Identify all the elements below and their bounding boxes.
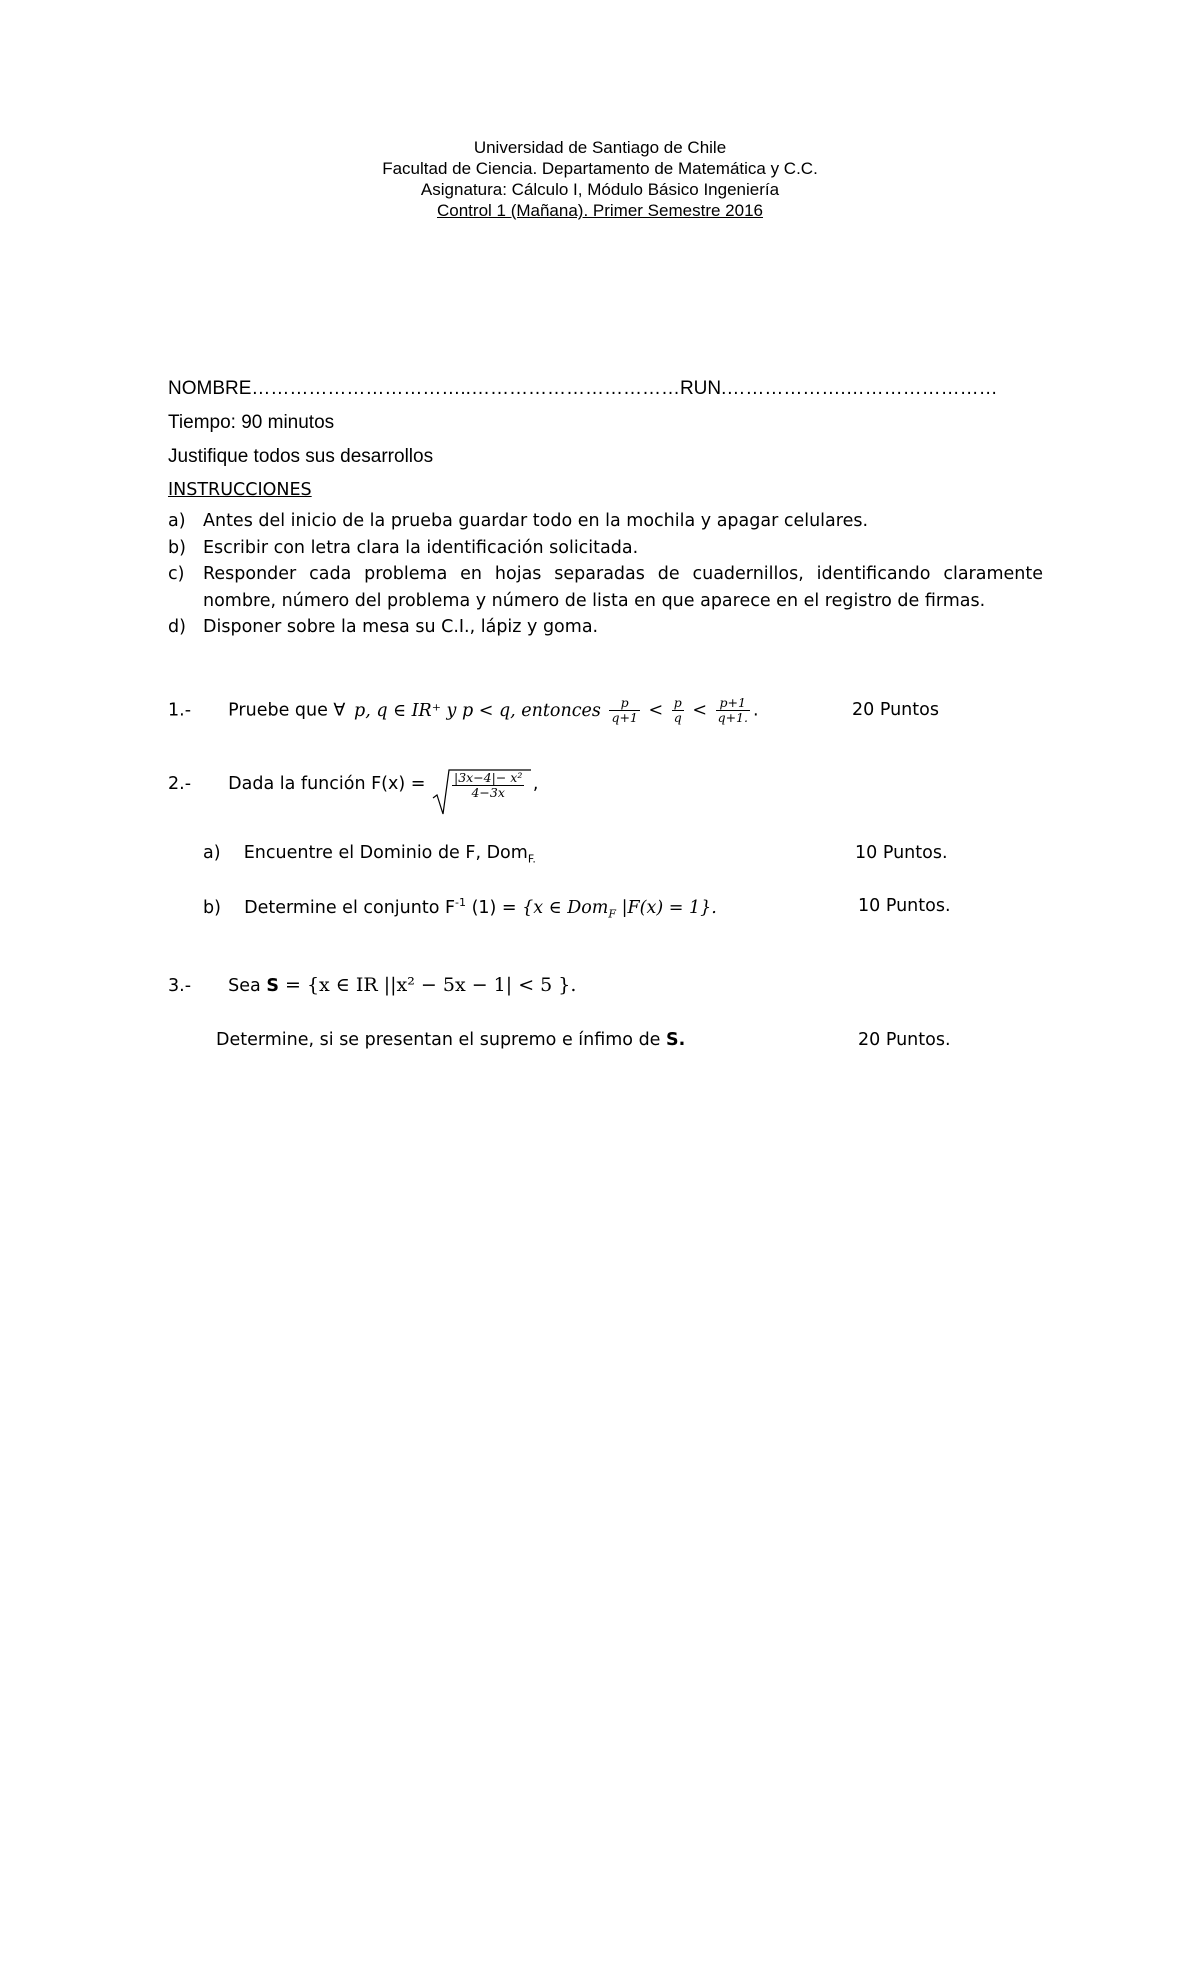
problem-1	[168, 696, 759, 725]
instruction-item	[168, 614, 1043, 641]
instruction-letter: b)	[168, 537, 186, 558]
problem-2b	[203, 896, 717, 920]
faculty-name: Facultad de Ciencia. Departamento de Matemática y C.C.	[382, 159, 818, 178]
document-header	[0, 137, 1200, 221]
instruction-item	[168, 535, 1043, 562]
fraction-1	[609, 696, 639, 725]
problem-2a	[203, 843, 536, 866]
problem-2-lead: Dada la función F(x) =	[228, 774, 426, 794]
problem-2a-letter: a)	[203, 843, 221, 863]
problem-3-task-text: Determine, si se presentan el supremo e ínfimo de	[216, 1030, 667, 1050]
instruction-letter: a)	[168, 511, 186, 531]
course-name: Asignatura: Cálculo I, Módulo Básico Ingeniería	[420, 180, 780, 199]
problem-2	[168, 768, 539, 800]
problem-3-task	[216, 1030, 685, 1050]
radical-sign-icon	[431, 768, 531, 818]
university-name: Universidad de Santiago de Chile	[473, 138, 727, 157]
function-denominator: 4−3x	[471, 785, 505, 800]
fraction-3-numerator: p+1	[716, 696, 750, 711]
instruction-text: Responder cada problema en hojas separadas de cuadernillos, identificando claramente nombre, número del problema y número de lista en que aparece en el registro de firmas.	[203, 564, 1043, 611]
problem-1-lead: Pruebe que ∀	[228, 700, 346, 721]
problem-1-end: .	[752, 700, 759, 721]
name-run-line: NOMBRE……………………………..……………………………RUN.……………….……………………	[168, 378, 998, 399]
function-numerator: |3x−4|− x²	[453, 770, 523, 785]
problem-3-number: 3.-	[168, 976, 192, 996]
problem-3-task-bold: S.	[666, 1030, 686, 1050]
instruction-text: Disponer sobre la mesa su C.I., lápiz y goma.	[203, 617, 599, 637]
problem-3-set-expression: = {x ∈ IR ||x² − 5x − 1| < 5 }.	[278, 974, 577, 996]
fraction-2-numerator: p	[673, 695, 682, 710]
problem-2a-subscript: F.	[527, 852, 536, 866]
problem-2b-points: 10 Puntos.	[858, 896, 951, 916]
problem-1-points: 20 Puntos	[852, 700, 939, 720]
problem-2-number: 2.-	[168, 774, 192, 794]
instruction-text: Antes del inicio de la prueba guardar todo en la mochila y apagar celulares.	[203, 511, 869, 531]
problem-2a-text: Encuentre el Dominio de F, Dom	[243, 843, 528, 863]
exam-title: Control 1 (Mañana). Primer Semestre 2016	[437, 201, 763, 220]
problem-3-points: 20 Puntos.	[858, 1030, 951, 1050]
problem-2b-set-subscript: F	[608, 907, 617, 921]
instructions-title: INSTRUCCIONES	[168, 480, 312, 500]
problem-2b-text2: (1) =	[466, 897, 523, 918]
problem-3-set-name: S	[266, 976, 279, 996]
instruction-item	[168, 508, 1043, 535]
problem-3-lead: Sea	[228, 976, 267, 996]
instruction-item	[168, 561, 1043, 614]
instruction-text: Escribir con letra clara la identificación solicitada.	[203, 537, 639, 558]
problem-3	[168, 974, 576, 996]
problem-2a-points: 10 Puntos.	[855, 843, 948, 863]
fraction-1-denominator: q+1	[611, 710, 638, 725]
problem-1-expression: p, q ∈ IR⁺ y p < q, entonces	[354, 700, 601, 721]
problem-2b-set: {x ∈ Dom	[522, 897, 609, 918]
fraction-3	[716, 696, 750, 725]
square-root	[431, 768, 527, 800]
instruction-letter: c)	[168, 564, 185, 584]
instruction-letter: d)	[168, 617, 186, 637]
fraction-2-denominator: q	[673, 710, 682, 725]
less-than-2: <	[692, 700, 707, 721]
fraction-2	[672, 696, 684, 725]
problem-2b-superscript: -1	[455, 896, 467, 909]
less-than-1: <	[648, 700, 664, 721]
problem-2-end: ,	[532, 774, 539, 794]
justify-note: Justifique todos sus desarrollos	[168, 446, 434, 467]
instructions-list	[168, 508, 1043, 641]
problem-1-number: 1.-	[168, 700, 192, 721]
problem-2b-letter: b)	[203, 897, 221, 918]
problem-2b-text: Determine el conjunto F	[244, 897, 456, 918]
time-limit: Tiempo: 90 minutos	[168, 412, 335, 433]
fraction-3-denominator: q+1.	[717, 710, 748, 725]
fraction-1-numerator: p	[609, 696, 639, 711]
problem-2b-set-end: |F(x) = 1}.	[616, 897, 717, 918]
